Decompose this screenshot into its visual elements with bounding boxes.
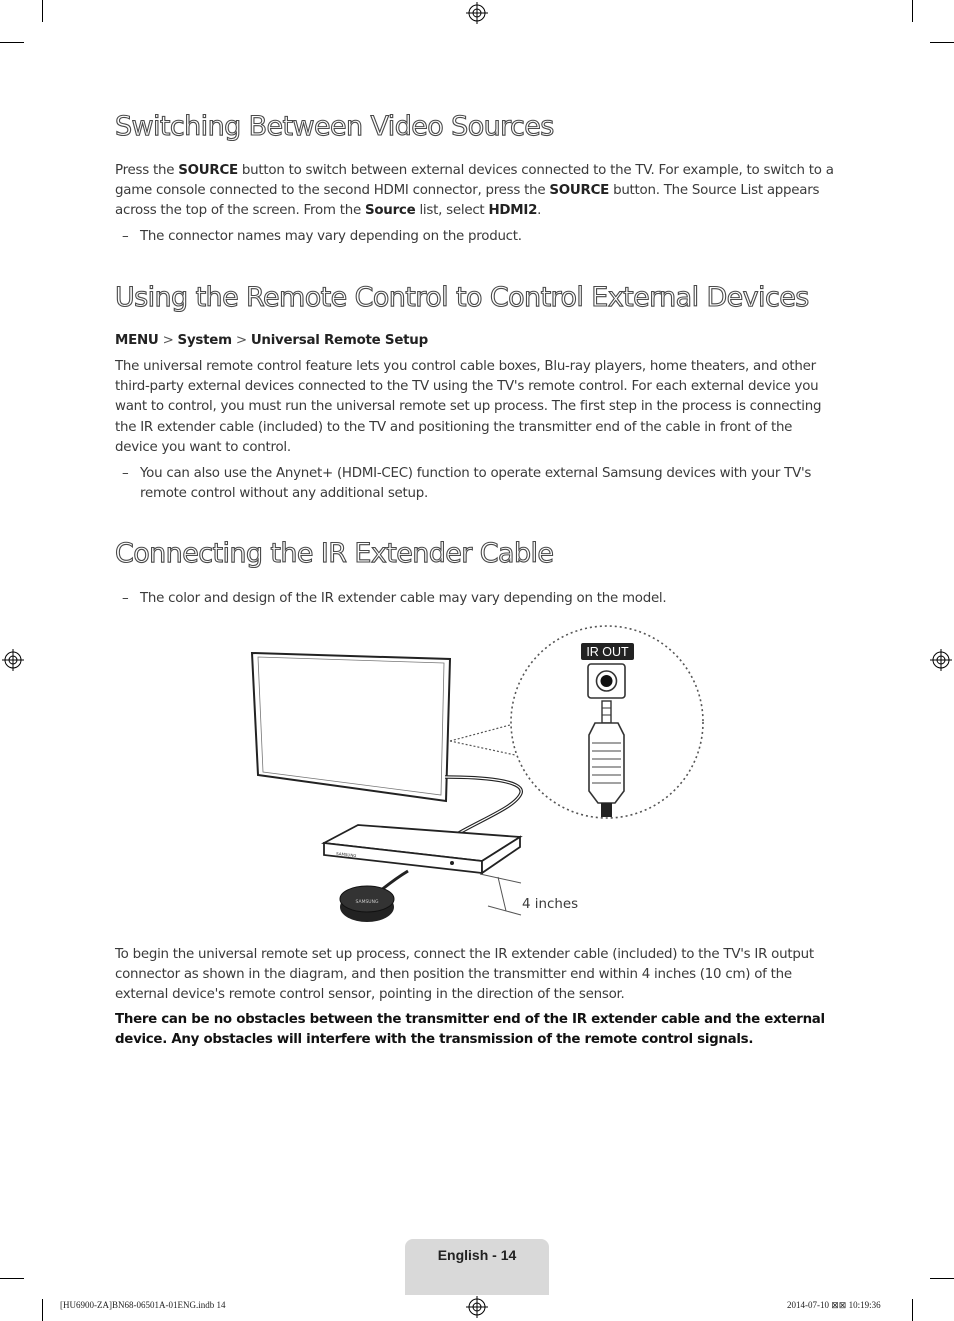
menu-path-universal-remote-setup: Universal Remote Setup [250, 333, 428, 348]
registration-mark-icon [466, 1296, 488, 1318]
source-list-keyword: Source [364, 203, 416, 219]
registration-mark-icon [466, 2, 488, 24]
page-number-label: English - 14 [437, 1247, 517, 1263]
crop-mark [0, 1278, 24, 1279]
note-dash: – [122, 466, 129, 481]
menu-path-breadcrumb [115, 333, 428, 348]
section-heading-ir-extender: Connecting the IR Extender Cable [115, 538, 554, 569]
ir-out-label: IR OUT [586, 645, 629, 659]
menu-path-menu: MENU [115, 333, 159, 348]
ir-transmitter-illustration [340, 886, 394, 922]
crop-mark [42, 1299, 43, 1321]
distance-label: 4 inches [522, 897, 579, 912]
print-slug-right: 2014-07-10 ⊠⊠ 10:19:36 [787, 1300, 881, 1310]
ir-extender-diagram [240, 615, 720, 935]
tv-illustration [252, 653, 450, 801]
video-sources-paragraph: Press the SOURCE button to switch between external devices connected to the TV. For example, to switch to a game console connected to the second HDMI connector, press the SOURCE button. The Source List appears across the top of the screen. From the Source list, select HDMI2. [115, 163, 834, 219]
note-dash: – [122, 591, 129, 606]
external-device-illustration [324, 825, 520, 873]
obstacle-warning: There can be no obstacles between the transmitter end of the IR extender cable and the external device. Any obstacles will interfere with the transmission of the remote control signals. [115, 1012, 825, 1048]
source-keyword: SOURCE [178, 163, 238, 178]
menu-path-system: System [177, 333, 232, 348]
section-heading-remote-control: Using the Remote Control to Control External Devices [115, 282, 809, 313]
crop-mark [930, 42, 954, 43]
print-slug-left: [HU6900-ZA]BN68-06501A-01ENG.indb 14 [60, 1300, 226, 1310]
crop-mark [930, 1278, 954, 1279]
crop-mark [42, 0, 43, 22]
registration-mark-icon [2, 649, 24, 671]
section-heading-video-sources: Switching Between Video Sources [115, 111, 554, 142]
anynet-note: – You can also use the Anynet+ (HDMI-CEC) function to operate external Samsung devices with your TV's remote control without any additional setup. [122, 466, 812, 502]
registration-mark-icon [930, 649, 952, 671]
callout-pointer [450, 725, 515, 755]
distance-marker [480, 874, 521, 915]
connector-names-note: – The connector names may vary depending on the product. [122, 227, 832, 247]
chevron-right-icon: > [162, 333, 174, 348]
ir-cable [445, 777, 521, 837]
crop-mark [912, 0, 913, 22]
hdmi2-keyword: HDMI2 [488, 203, 538, 219]
chevron-right-icon: > [235, 333, 247, 348]
cable-design-note: – The color and design of the IR extender cable may vary depending on the model. [122, 589, 832, 609]
universal-remote-paragraph: The universal remote control feature lets you control cable boxes, Blu-ray players, home theaters, and other third-party external devices connected to the TV using the TV's remote control. For each external device you want to control, you must run the universal remote set up process. The first step in the process is connecting the IR extender cable (included) to the TV and positioning the transmitter end of the cable in front of the device you want to control. [115, 359, 822, 455]
source-keyword: SOURCE [549, 183, 610, 199]
crop-mark [0, 42, 24, 43]
note-dash: – [122, 229, 129, 244]
device-brand-label: SAMSUNG [335, 851, 357, 859]
crop-mark [912, 1299, 913, 1321]
setup-process-paragraph: To begin the universal remote set up process, connect the IR extender cable (included) to the TV's IR output connector as shown in the diagram, and then position the transmitter end within 4 inches (10 cm) of the external device's remote control sensor, pointing in the direction of the sensor. [115, 947, 814, 1003]
transmitter-brand-label: SAMSUNG [355, 900, 379, 905]
